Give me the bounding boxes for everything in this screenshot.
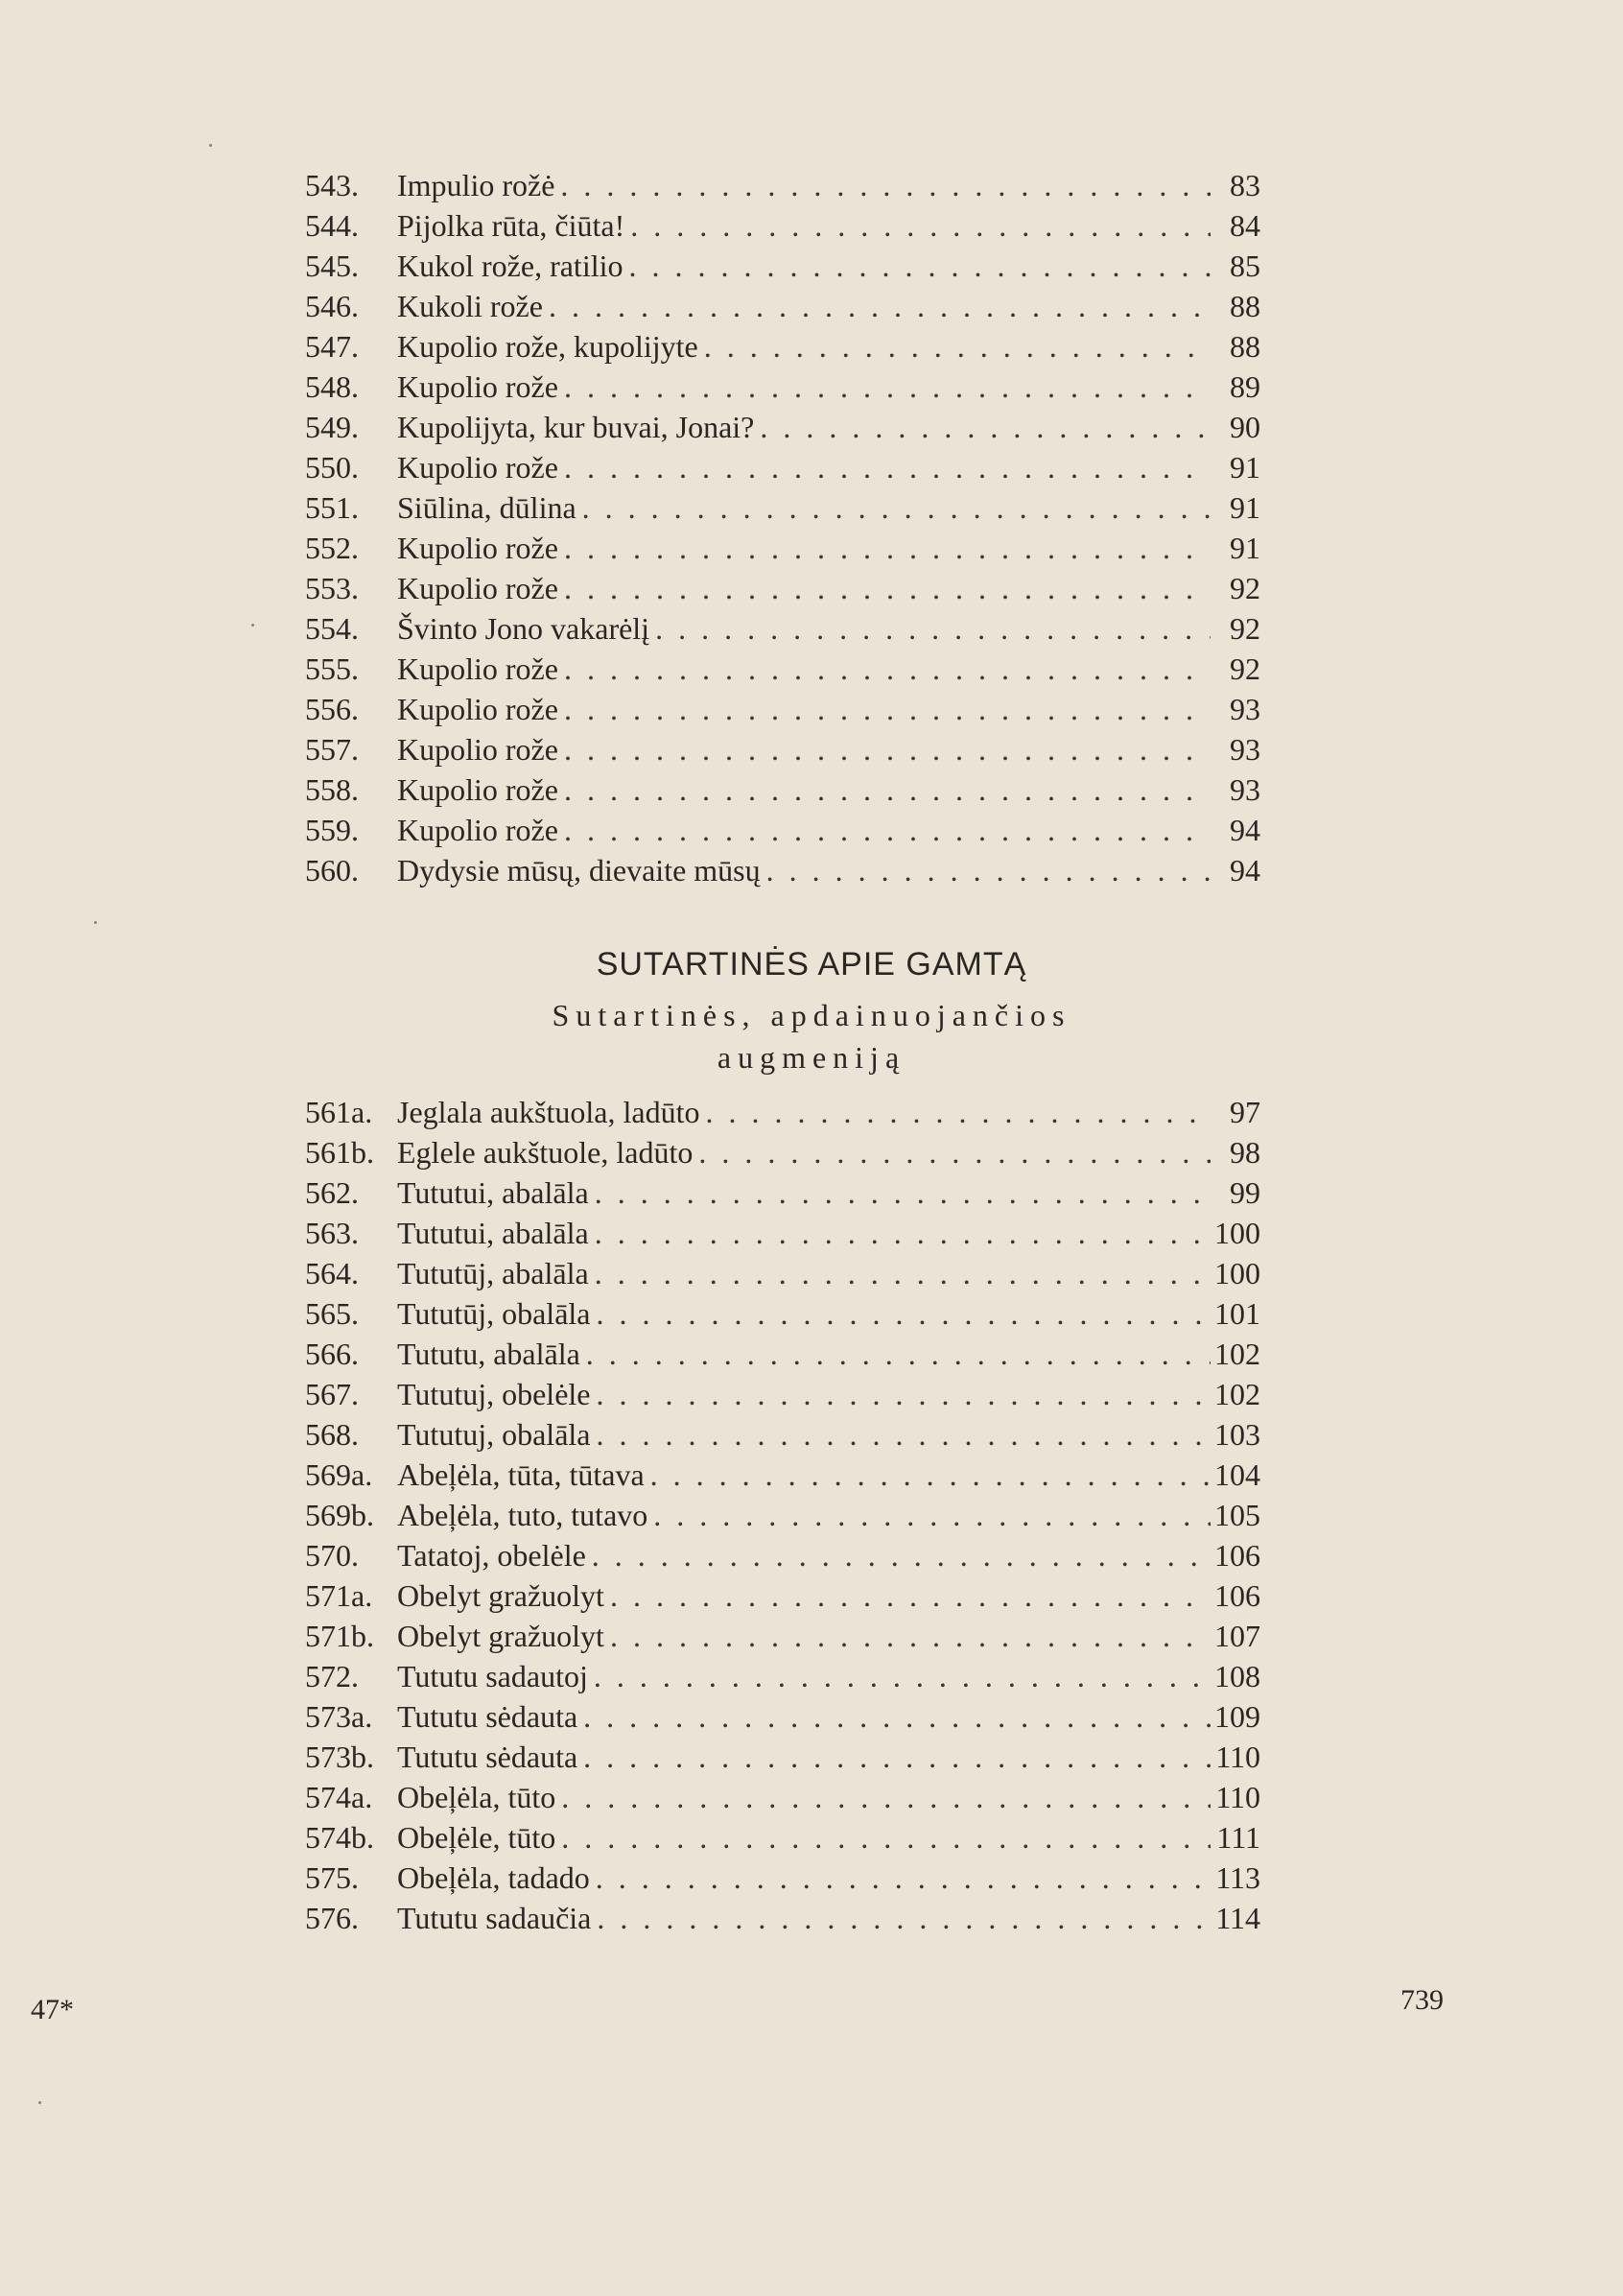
entry-title: Kukol rože, ratilio <box>397 249 623 283</box>
entry-number: 567. <box>305 1377 359 1411</box>
entry-title: Tututu sadaučia <box>397 1901 592 1935</box>
dot-leader <box>653 1495 1211 1535</box>
entry-page-number: 90 <box>1230 410 1260 444</box>
dot-leader <box>583 1696 1211 1737</box>
entry-page-number: 110 <box>1215 1740 1260 1774</box>
entry-page-number: 88 <box>1230 329 1260 364</box>
entry-page-number: 100 <box>1214 1256 1260 1290</box>
toc-entry <box>305 1374 1260 1414</box>
dot-leader <box>561 1817 1211 1858</box>
entry-number: 576. <box>305 1901 359 1935</box>
entry-title: Dydysie mūsų, dievaite mūsų <box>397 853 761 888</box>
entry-title: Obeļėla, tūto <box>397 1780 556 1814</box>
entry-page-number: 98 <box>1230 1135 1260 1170</box>
entry-title: Tatatoj, obelėle <box>397 1538 586 1573</box>
entry-title: Abeļėla, tūta, tūtava <box>397 1457 645 1492</box>
toc-entry <box>305 1092 1260 1132</box>
entry-title: Kupolio rože <box>397 531 558 565</box>
toc-entry <box>305 1132 1260 1172</box>
paper-speck <box>209 144 212 147</box>
dot-leader <box>549 286 1211 326</box>
toc-entry <box>305 165 1260 205</box>
entry-page-number: 99 <box>1230 1175 1260 1210</box>
entry-page-number: 111 <box>1216 1820 1260 1855</box>
entry-number: 550. <box>305 450 359 485</box>
dot-leader <box>564 689 1211 729</box>
section-subheading-continued: augmeniją <box>717 1040 906 1075</box>
toc-entry <box>305 1293 1260 1334</box>
section-subheading: Sutartinės, apdainuojančios <box>552 998 1071 1032</box>
entry-title: Tututui, abalāla <box>397 1175 589 1210</box>
paper-speck <box>38 2101 41 2104</box>
toc-entry <box>305 810 1260 850</box>
entry-title: Impulio rožė <box>397 168 555 202</box>
page-number: 739 <box>1400 1984 1444 2016</box>
dot-leader <box>650 1455 1211 1495</box>
toc-entry <box>305 407 1260 447</box>
entry-page-number: 106 <box>1214 1538 1260 1573</box>
dot-leader <box>596 1293 1211 1334</box>
entry-title: Kupolio rože <box>397 813 558 847</box>
dot-leader <box>596 1414 1211 1455</box>
toc-entry <box>305 487 1260 528</box>
entry-page-number: 107 <box>1214 1619 1260 1653</box>
entry-title: Obelyt gražuolyt <box>397 1619 604 1653</box>
toc-entry <box>305 1213 1260 1253</box>
signature-mark: 47* <box>31 1994 74 2025</box>
entry-number: 562. <box>305 1175 359 1210</box>
entry-title: Tututu sadautoj <box>397 1659 588 1693</box>
entry-page-number: 103 <box>1214 1417 1260 1452</box>
entry-page-number: 84 <box>1230 208 1260 243</box>
entry-title: Kupolio rože <box>397 732 558 767</box>
toc-entry <box>305 1414 1260 1455</box>
dot-leader <box>596 1858 1211 1898</box>
toc-entry <box>305 608 1260 649</box>
dot-leader <box>564 729 1211 769</box>
entry-page-number: 113 <box>1215 1860 1260 1895</box>
entry-number: 560. <box>305 853 359 888</box>
entry-page-number: 108 <box>1214 1659 1260 1693</box>
toc-list-top <box>305 165 1260 890</box>
dot-leader <box>628 246 1211 286</box>
dot-leader <box>564 447 1211 487</box>
toc-entry <box>305 367 1260 407</box>
entry-title: Tututu sėdauta <box>397 1699 578 1734</box>
entry-number: 569a. <box>305 1457 373 1492</box>
entry-title: Obelyt gražuolyt <box>397 1578 604 1613</box>
entry-number: 571a. <box>305 1578 373 1613</box>
paper-speck <box>251 624 254 627</box>
toc-entry <box>305 205 1260 246</box>
entry-title: Kupolio rože <box>397 651 558 686</box>
entry-number: 547. <box>305 329 359 364</box>
entry-page-number: 109 <box>1214 1699 1260 1734</box>
entry-page-number: 92 <box>1230 651 1260 686</box>
dot-leader <box>698 1132 1211 1172</box>
toc-entry <box>305 326 1260 367</box>
dot-leader <box>595 1253 1211 1293</box>
entry-number: 563. <box>305 1216 359 1250</box>
toc-entry <box>305 649 1260 689</box>
entry-number: 565. <box>305 1296 359 1331</box>
toc-entry <box>305 1334 1260 1374</box>
toc-entry <box>305 689 1260 729</box>
entry-page-number: 91 <box>1230 490 1260 525</box>
entry-page-number: 114 <box>1215 1901 1260 1935</box>
dot-leader <box>564 769 1211 810</box>
entry-title: Kupolio rože <box>397 571 558 605</box>
toc-entry <box>305 769 1260 810</box>
entry-number: 564. <box>305 1256 359 1290</box>
entry-title: Kupolio rože <box>397 772 558 807</box>
section-heading: SUTARTINĖS APIE GAMTĄ <box>596 946 1027 982</box>
dot-leader <box>561 1777 1211 1817</box>
entry-number: 556. <box>305 692 359 726</box>
toc-entry <box>305 1575 1260 1616</box>
entry-page-number: 104 <box>1214 1457 1260 1492</box>
dot-leader <box>655 608 1211 649</box>
toc-entry <box>305 1535 1260 1575</box>
entry-page-number: 92 <box>1230 611 1260 646</box>
entry-title: Kupolio rože <box>397 450 558 485</box>
entry-page-number: 102 <box>1214 1377 1260 1411</box>
entry-number: 570. <box>305 1538 359 1573</box>
entry-page-number: 93 <box>1230 732 1260 767</box>
dot-leader <box>564 810 1211 850</box>
entry-title: Jeglala aukštuola, ladūto <box>397 1095 700 1129</box>
entry-title: Tututūj, obalāla <box>397 1296 591 1331</box>
entry-number: 572. <box>305 1659 359 1693</box>
entry-page-number: 83 <box>1230 168 1260 202</box>
entry-title: Tututuj, obalāla <box>397 1417 591 1452</box>
entry-number: 571b. <box>305 1619 374 1653</box>
entry-number: 574b. <box>305 1820 374 1855</box>
entry-number: 544. <box>305 208 359 243</box>
entry-number: 568. <box>305 1417 359 1452</box>
toc-entry <box>305 1656 1260 1696</box>
paper-speck <box>94 921 97 924</box>
entry-title: Abeļėla, tuto, tutavo <box>397 1498 648 1532</box>
entry-number: 545. <box>305 249 359 283</box>
entry-page-number: 91 <box>1230 531 1260 565</box>
entry-page-number: 94 <box>1230 813 1260 847</box>
entry-number: 554. <box>305 611 359 646</box>
toc-entry <box>305 528 1260 568</box>
toc-entry <box>305 850 1260 890</box>
toc-entry <box>305 1172 1260 1213</box>
entry-number: 552. <box>305 531 359 565</box>
entry-page-number: 102 <box>1214 1337 1260 1371</box>
entry-number: 574a. <box>305 1780 373 1814</box>
toc-entry <box>305 246 1260 286</box>
toc-list-bottom <box>305 1092 1260 1938</box>
dot-leader <box>630 205 1211 246</box>
dot-leader <box>760 407 1211 447</box>
dot-leader <box>705 1092 1211 1132</box>
entry-page-number: 88 <box>1230 289 1260 323</box>
entry-number: 575. <box>305 1860 359 1895</box>
dot-leader <box>564 528 1211 568</box>
entry-number: 561b. <box>305 1135 374 1170</box>
toc-entry <box>305 286 1260 326</box>
toc-entry <box>305 568 1260 608</box>
entry-number: 546. <box>305 289 359 323</box>
entry-page-number: 106 <box>1214 1578 1260 1613</box>
entry-number: 548. <box>305 369 359 404</box>
toc-entry <box>305 1737 1260 1777</box>
dot-leader <box>564 367 1211 407</box>
entry-page-number: 92 <box>1230 571 1260 605</box>
dot-leader <box>583 1737 1211 1777</box>
dot-leader <box>610 1616 1211 1656</box>
entry-number: 543. <box>305 168 359 202</box>
entry-page-number: 93 <box>1230 772 1260 807</box>
dot-leader <box>594 1656 1211 1696</box>
entry-page-number: 97 <box>1230 1095 1260 1129</box>
entry-number: 573a. <box>305 1699 373 1734</box>
entry-page-number: 91 <box>1230 450 1260 485</box>
dot-leader <box>582 487 1211 528</box>
entry-title: Kupolio rože <box>397 369 558 404</box>
entry-page-number: 85 <box>1230 249 1260 283</box>
toc-entry <box>305 1898 1260 1938</box>
toc-entry <box>305 1777 1260 1817</box>
toc-entry <box>305 1253 1260 1293</box>
entry-number: 566. <box>305 1337 359 1371</box>
entry-title: Eglele aukštuole, ladūto <box>397 1135 694 1170</box>
entry-page-number: 93 <box>1230 692 1260 726</box>
entry-title: Tututūj, abalāla <box>397 1256 589 1290</box>
entry-number: 558. <box>305 772 359 807</box>
toc-entry <box>305 1455 1260 1495</box>
dot-leader <box>766 850 1211 890</box>
entry-number: 557. <box>305 732 359 767</box>
entry-title: Tututu sėdauta <box>397 1740 578 1774</box>
toc-entry <box>305 1616 1260 1656</box>
entry-number: 549. <box>305 410 359 444</box>
entry-title: Obeļėle, tūto <box>397 1820 556 1855</box>
dot-leader <box>586 1334 1211 1374</box>
entry-number: 551. <box>305 490 359 525</box>
entry-number: 573b. <box>305 1740 374 1774</box>
toc-entry <box>305 1696 1260 1737</box>
entry-number: 559. <box>305 813 359 847</box>
entry-page-number: 105 <box>1214 1498 1260 1532</box>
entry-title: Švinto Jono vakarėlį <box>397 611 650 646</box>
entry-page-number: 89 <box>1230 369 1260 404</box>
entry-title: Kupolijyta, kur buvai, Jonai? <box>397 410 755 444</box>
entry-title: Kupolio rože, kupolijyte <box>397 329 698 364</box>
entry-page-number: 100 <box>1214 1216 1260 1250</box>
dot-leader <box>564 649 1211 689</box>
dot-leader <box>595 1172 1211 1213</box>
entry-page-number: 110 <box>1215 1780 1260 1814</box>
entry-title: Pijolka rūta, čiūta! <box>397 208 625 243</box>
dot-leader <box>597 1898 1211 1938</box>
entry-title: Tututu, abalāla <box>397 1337 580 1371</box>
toc-entry <box>305 729 1260 769</box>
dot-leader <box>592 1535 1211 1575</box>
entry-number: 553. <box>305 571 359 605</box>
toc-entry <box>305 1858 1260 1898</box>
entry-title: Kupolio rože <box>397 692 558 726</box>
dot-leader <box>564 568 1211 608</box>
entry-number: 569b. <box>305 1498 374 1532</box>
entry-title: Siūlina, dūlina <box>397 490 576 525</box>
dot-leader <box>704 326 1211 367</box>
toc-entry <box>305 1495 1260 1535</box>
entry-title: Tututuj, obelėle <box>397 1377 591 1411</box>
entry-page-number: 94 <box>1230 853 1260 888</box>
dot-leader <box>595 1213 1211 1253</box>
entry-title: Kukoli rože <box>397 289 543 323</box>
dot-leader <box>610 1575 1211 1616</box>
entry-title: Tututui, abalāla <box>397 1216 589 1250</box>
entry-number: 555. <box>305 651 359 686</box>
dot-leader <box>560 165 1211 205</box>
toc-entry <box>305 447 1260 487</box>
entry-page-number: 101 <box>1214 1296 1260 1331</box>
dot-leader <box>596 1374 1211 1414</box>
entry-number: 561a. <box>305 1095 373 1129</box>
toc-entry <box>305 1817 1260 1858</box>
entry-title: Obeļėla, tadado <box>397 1860 590 1895</box>
